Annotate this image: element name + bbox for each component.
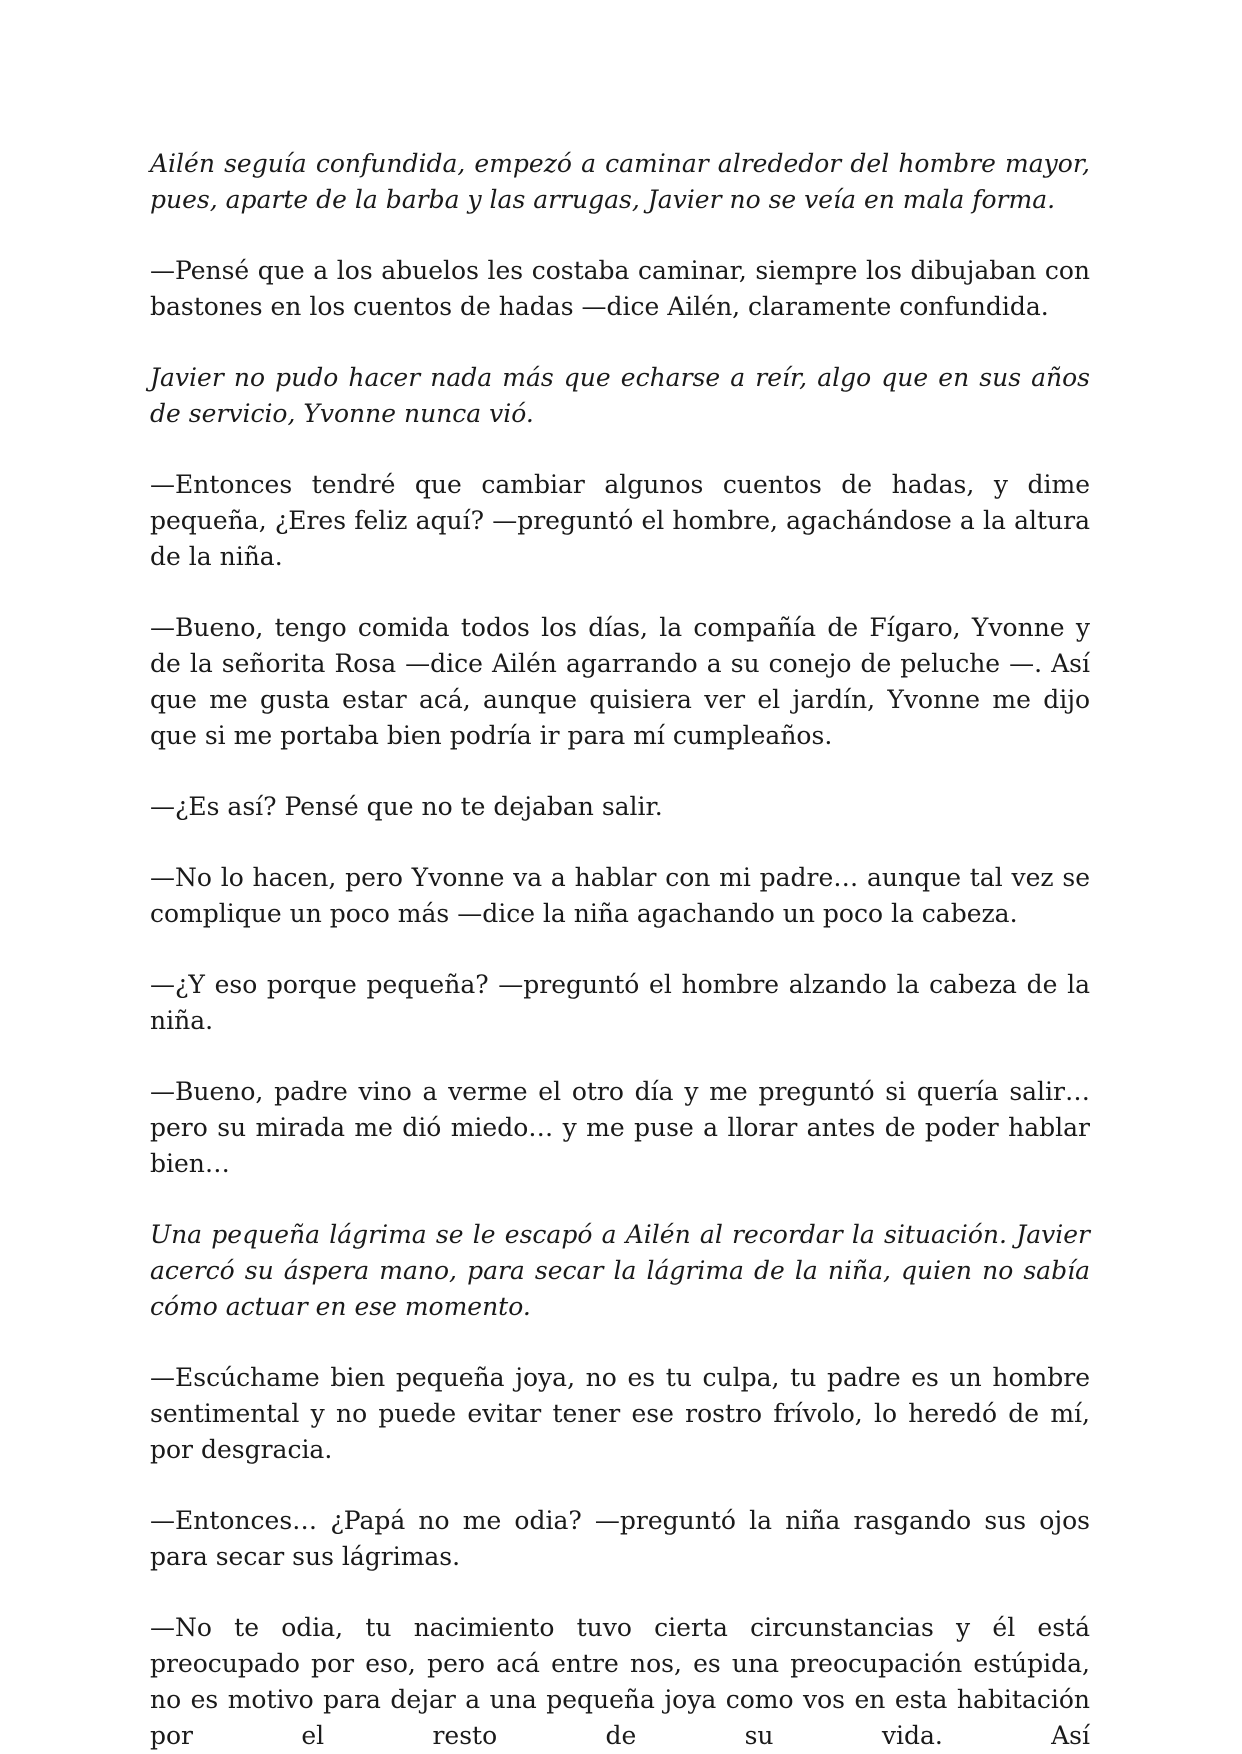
dialogue-paragraph: —Escúchame bien pequeña joya, no es tu culpa, tu padre es un hombre sentimental y no puede evitar tener ese rostro frívolo, lo heredó de mí, por desgracia. (150, 1363, 1090, 1464)
dialogue-paragraph: —¿Y eso porque pequeña? —preguntó el hombre alzando la cabeza de la niña. (150, 970, 1090, 1035)
narration-paragraph: Ailén seguía confundida, empezó a caminar alrededor del hombre mayor, pues, aparte de la barba y las arrugas, Javier no se veía en mala forma. (150, 149, 1090, 214)
narration-paragraph: Javier no pudo hacer nada más que echarse a reír, algo que en sus años de servicio, Yvonne nunca vió. (150, 363, 1090, 428)
dialogue-paragraph: —Pensé que a los abuelos les costaba caminar, siempre los dibujaban con bastones en los cuentos de hadas —dice Ailén, claramente confundida. (150, 256, 1090, 321)
dialogue-paragraph: —¿Es así? Pensé que no te dejaban salir. (150, 792, 663, 821)
dialogue-paragraph: —No lo hacen, pero Yvonne va a hablar con mi padre… aunque tal vez se complique un poco más —dice la niña agachando un poco la cabeza. (150, 863, 1090, 928)
dialogue-paragraph: —Bueno, tengo comida todos los días, la compañía de Fígaro, Yvonne y de la señorita Rosa —dice Ailén agarrando a su conejo de peluche —. Así que me gusta estar acá, aunque quisiera ver el jardín, Yvonne me dijo que si me portaba bien podría ir para mí cumpleaños. (150, 613, 1090, 750)
narration-paragraph: Una pequeña lágrima se le escapó a Ailén al recordar la situación. Javier acercó su áspera mano, para secar la lágrima de la niña, quien no sabía cómo actuar en ese momento. (150, 1220, 1090, 1321)
dialogue-paragraph: —Bueno, padre vino a verme el otro día y me preguntó si quería salir… pero su mirada me dió miedo… y me puse a llorar antes de poder hablar bien… (150, 1077, 1090, 1178)
dialogue-paragraph: —No te odia, tu nacimiento tuvo cierta circunstancias y él está preocupado por eso, pero acá entre nos, es una preocupación estúpida, no es motivo para dejar a una pequeña joya como vos en esta habitación por el resto de su vida. Así (150, 1613, 1090, 1750)
dialogue-paragraph: —Entonces… ¿Papá no me odia? —preguntó la niña rasgando sus ojos para secar sus lágrimas. (150, 1506, 1090, 1571)
dialogue-paragraph: —Entonces tendré que cambiar algunos cuentos de hadas, y dime pequeña, ¿Eres feliz aquí? —preguntó el hombre, agachándose a la altura de la niña. (150, 470, 1090, 571)
document-page (150, 146, 1090, 1754)
